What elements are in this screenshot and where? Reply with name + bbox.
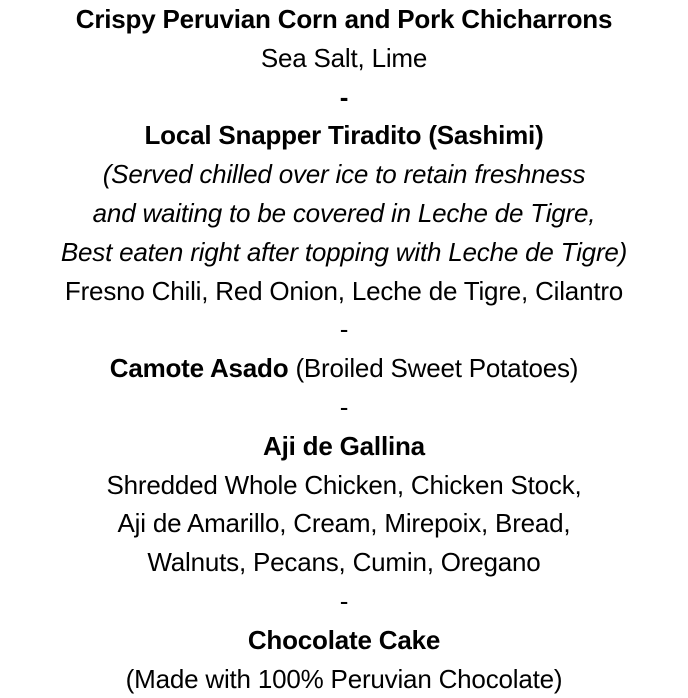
item-ingredients-aji-line3: Walnuts, Pecans, Cumin, Oregano — [147, 547, 541, 578]
item-note-tiradito-line3: Best eaten right after topping with Leche de Tigre) — [60, 236, 628, 267]
separator: - — [339, 81, 349, 112]
item-ingredients-aji-line2: Aji de Amarillo, Cream, Mirepoix, Bread, — [117, 508, 571, 539]
item-title-camote: Camote Asado — [109, 353, 289, 384]
item-description-camote: (Broiled Sweet Potatoes) — [288, 353, 579, 384]
item-ingredients-chicharrons: Sea Salt, Lime — [260, 42, 428, 73]
separator: - — [339, 391, 349, 422]
separator: - — [339, 585, 349, 616]
item-note-cake: (Made with 100% Peruvian Chocolate) — [125, 663, 563, 694]
separator: - — [339, 314, 349, 345]
item-camote — [0, 349, 688, 388]
item-title-tiradito: Local Snapper Tiradito (Sashimi) — [144, 120, 544, 151]
item-title-cake: Chocolate Cake — [247, 624, 441, 655]
item-title-aji: Aji de Gallina — [263, 430, 425, 461]
item-note-tiradito-line1: (Served chilled over ice to retain freshness — [102, 159, 586, 190]
item-ingredients-aji-line1: Shredded Whole Chicken, Chicken Stock, — [106, 469, 582, 500]
item-title-chicharrons: Crispy Peruvian Corn and Pork Chicharrons — [75, 4, 613, 34]
item-ingredients-tiradito: Fresno Chili, Red Onion, Leche de Tigre, Cilantro — [64, 275, 624, 306]
item-note-tiradito-line2: and waiting to be covered in Leche de Tigre, — [92, 197, 596, 228]
